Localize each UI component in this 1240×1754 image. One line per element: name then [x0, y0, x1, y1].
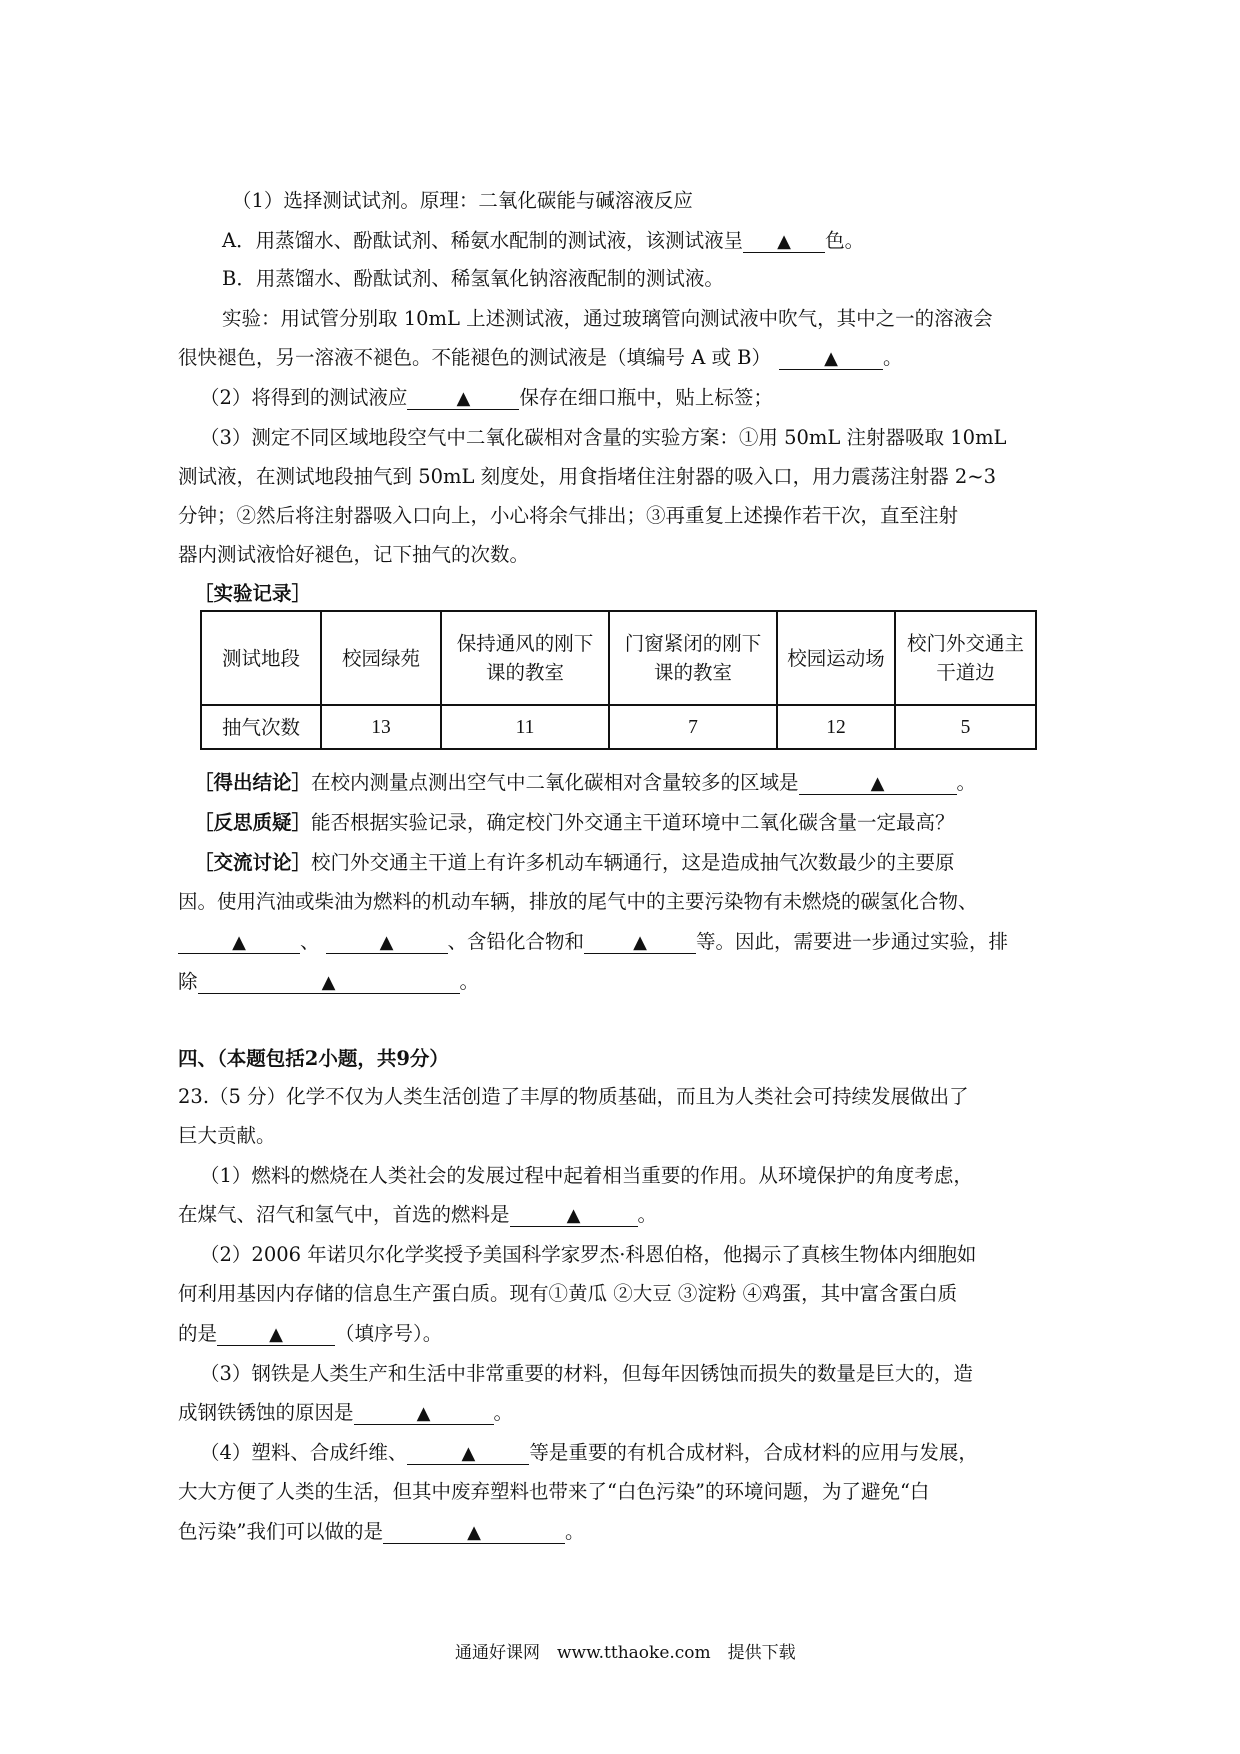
- q22-option-a: A．用蒸馏水、酚酞试剂、稀氨水配制的测试液，该测试液呈 ▲ 色。: [222, 229, 865, 252]
- table-header-cell: 测试地段: [201, 611, 321, 705]
- q23-part2-line2: 何利用基因内存储的信息生产蛋白质。现有①黄瓜 ②大豆 ③淀粉 ④鸡蛋，其中富含蛋白质: [178, 1282, 958, 1305]
- q23-part4-line2: 大大方便了人类的生活，但其中废弃塑料也带来了“白色污染”的环境问题，为了避免“白: [178, 1480, 930, 1503]
- table-row: [201, 705, 1036, 749]
- q22-part3-line3: 分钟；②然后将注射器吸入口向上，小心将余气排出；③再重复上述操作若干次，直至注射: [178, 504, 959, 527]
- q22-part3-line2: 测试液，在测试地段抽气到 50mL 刻度处，用食指堵住注射器的吸入口，用力震荡注射器 2~3: [178, 465, 997, 488]
- answer-blank[interactable]: ▲: [510, 1204, 638, 1227]
- table-cell: 5: [895, 705, 1036, 749]
- q23-part4-line3: 色污染”我们可以做的是 ▲ 。: [178, 1520, 585, 1543]
- q23-part1-line1: （1）燃料的燃烧在人类社会的发展过程中起着相当重要的作用。从环境保护的角度考虑，: [200, 1164, 973, 1187]
- answer-blank[interactable]: ▲: [584, 931, 696, 954]
- conclusion-line: ［得出结论］在校内测量点测出空气中二氧化碳相对含量较多的区域是 ▲ 。: [194, 771, 977, 794]
- q22-part3-line4: 器内测试液恰好褪色，记下抽气的次数。: [178, 543, 530, 566]
- table-header-cell: 校园绿苑: [321, 611, 441, 705]
- q22-option-b: B．用蒸馏水、酚酞试剂、稀氢氧化钠溶液配制的测试液。: [222, 267, 724, 290]
- table-row-label: 抽气次数: [201, 705, 321, 749]
- q23-line2: 巨大贡献。: [178, 1124, 276, 1147]
- discuss-line2: 因。使用汽油或柴油为燃料的机动车辆，排放的尾气中的主要污染物有未燃烧的碳氢化合物、: [178, 890, 978, 913]
- answer-blank[interactable]: ▲: [383, 1521, 565, 1544]
- record-heading: ［实验记录］: [194, 582, 312, 605]
- answer-blank[interactable]: ▲: [407, 387, 519, 410]
- answer-blank[interactable]: ▲: [198, 971, 460, 994]
- answer-blank[interactable]: ▲: [178, 931, 300, 954]
- q22-part1-title: （1）选择测试试剂。原理：二氧化碳能与碱溶液反应: [232, 189, 693, 212]
- answer-blank[interactable]: ▲: [799, 772, 957, 795]
- answer-blank[interactable]: ▲: [326, 931, 448, 954]
- answer-blank[interactable]: ▲: [779, 347, 883, 370]
- answer-blank[interactable]: ▲: [407, 1442, 529, 1465]
- table-header-row: [201, 611, 1036, 705]
- q23-part2-line1: （2）2006 年诺贝尔化学奖授予美国科学家罗杰·科恩伯格，他揭示了真核生物体内细胞如: [200, 1243, 977, 1266]
- table-cell: 13: [321, 705, 441, 749]
- table-cell: 7: [609, 705, 777, 749]
- q22-experiment-line2: 很快褪色，另一溶液不褪色。不能褪色的测试液是（填编号 A 或 B） ▲ 。: [178, 346, 903, 369]
- discuss-line3: ▲ 、 ▲ 、含铅化合物和 ▲ 等。因此，需要进一步通过实验，排: [178, 929, 1008, 955]
- table-cell: 11: [441, 705, 609, 749]
- answer-blank[interactable]: ▲: [743, 230, 825, 253]
- discuss-line4: 除 ▲ 。: [178, 970, 480, 993]
- q22-part3-line1: （3）测定不同区域地段空气中二氧化碳相对含量的实验方案：①用 50mL 注射器吸取 10mL: [200, 426, 1007, 449]
- reflect-line: ［反思质疑］能否根据实验记录，确定校门外交通主干道环境中二氧化碳含量一定最高？: [194, 811, 955, 834]
- section4-heading: 四、（本题包括2小题，共9分）: [178, 1047, 449, 1070]
- q23-part3-line1: （3）钢铁是人类生产和生活中非常重要的材料，但每年因锈蚀而损失的数量是巨大的，造: [200, 1362, 973, 1385]
- table-cell: 12: [777, 705, 895, 749]
- q23-part1-line2: 在煤气、沼气和氢气中，首选的燃料是 ▲ 。: [178, 1203, 658, 1226]
- q23-part3-line2: 成钢铁锈蚀的原因是 ▲ 。: [178, 1401, 514, 1424]
- discuss-line1: ［交流讨论］校门外交通主干道上有许多机动车辆通行，这是造成抽气次数最少的主要原: [194, 851, 955, 874]
- table-header-cell: 校门外交通主干道边: [895, 611, 1036, 705]
- page-footer: 通通好课网 www.tthaoke.com 提供下载: [455, 1643, 796, 1663]
- q22-part2: （2）将得到的测试液应 ▲ 保存在细口瓶中，贴上标签；: [200, 386, 773, 409]
- table-header-cell: 校园运动场: [777, 611, 895, 705]
- q23-part2-line3: 的是 ▲ （填序号）。: [178, 1322, 443, 1345]
- q22-experiment-line1: 实验：用试管分别取 10mL 上述测试液，通过玻璃管向测试液中吹气，其中之一的溶液会: [222, 307, 993, 330]
- table-header-cell: 门窗紧闭的刚下课的教室: [609, 611, 777, 705]
- experiment-record-table: [200, 610, 1037, 750]
- answer-blank[interactable]: ▲: [354, 1402, 494, 1425]
- q23-line1: 23.（5 分）化学不仅为人类生活创造了丰厚的物质基础，而且为人类社会可持续发展做出了: [178, 1085, 969, 1108]
- q23-part4-line1: （4）塑料、合成纤维、 ▲ 等是重要的有机合成材料，合成材料的应用与发展，: [200, 1441, 978, 1464]
- answer-blank[interactable]: ▲: [217, 1323, 335, 1346]
- table-header-cell: 保持通风的刚下课的教室: [441, 611, 609, 705]
